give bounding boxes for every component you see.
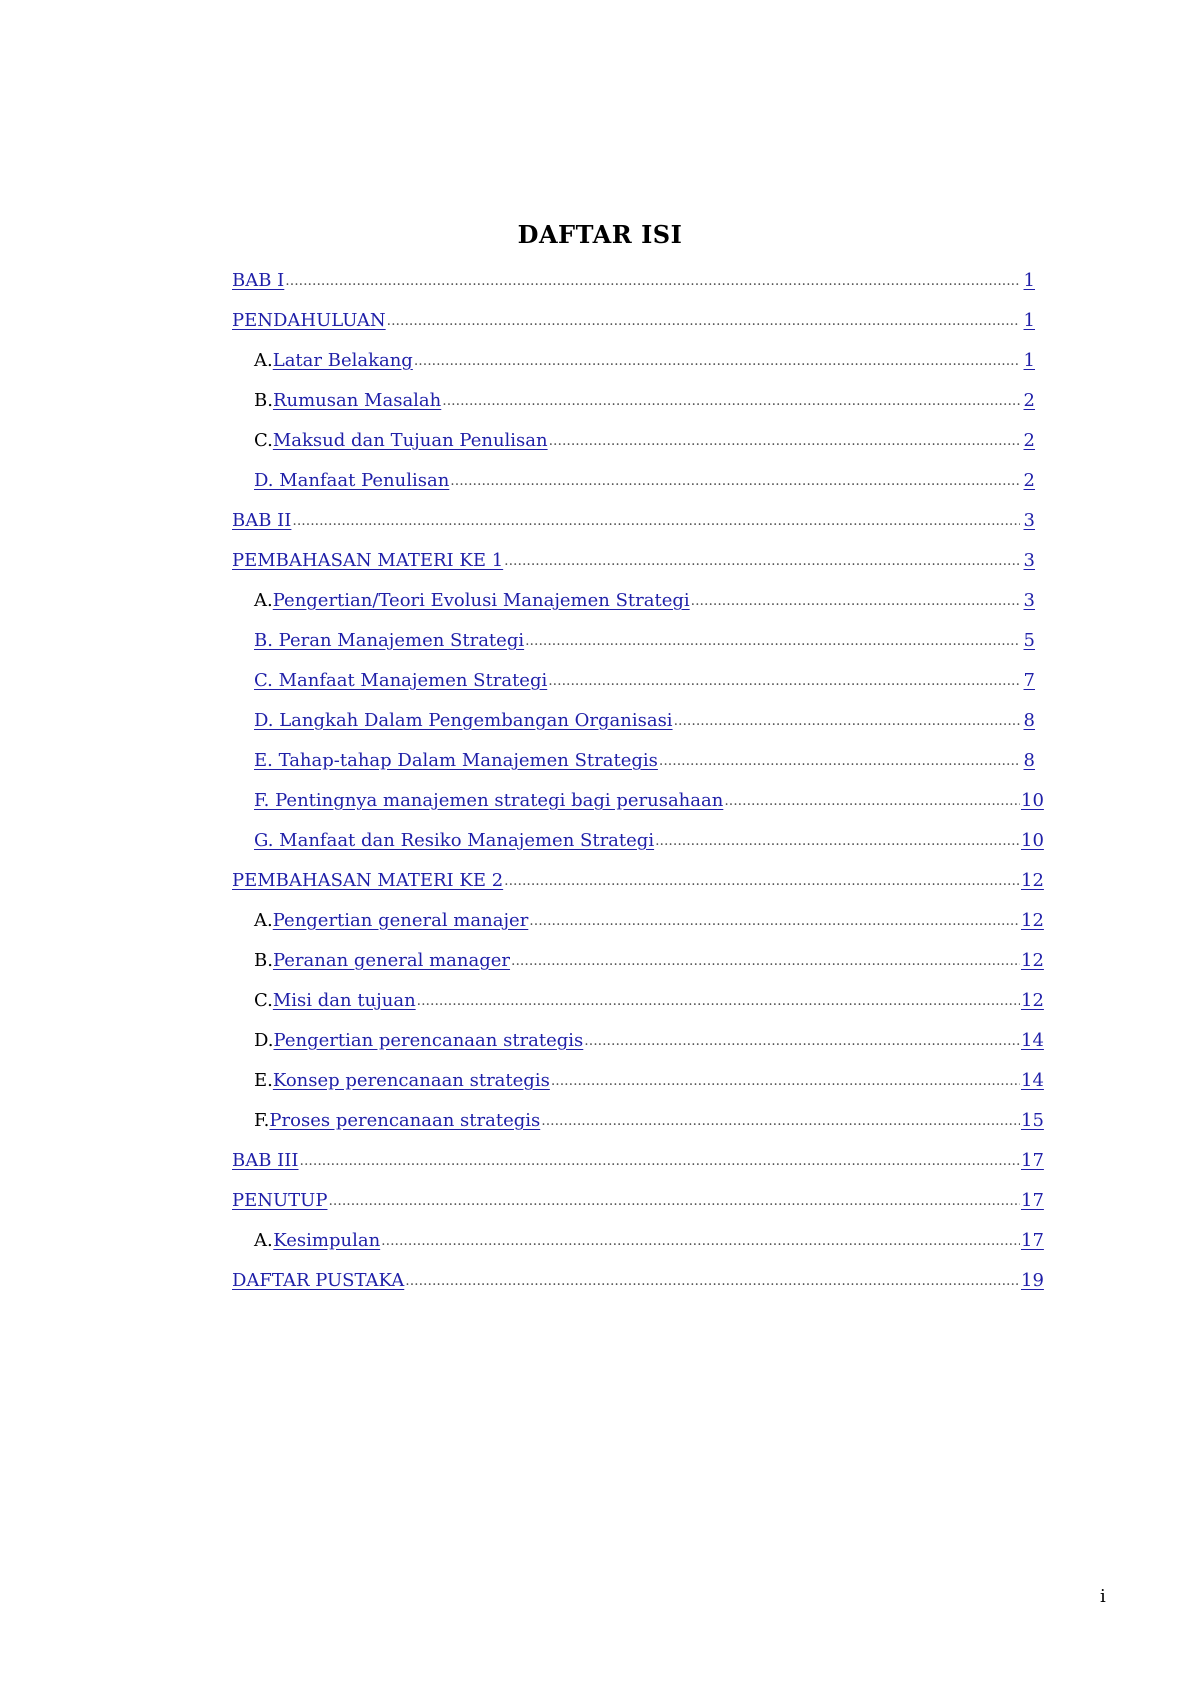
toc-page-link[interactable]: 15 [1021, 1110, 1044, 1131]
toc-dot-leader [292, 510, 1020, 532]
table-of-contents [232, 258, 1044, 1298]
toc-entry-link[interactable]: Kesimpulan [273, 1230, 381, 1251]
toc-entry-link[interactable]: D. Manfaat Penulisan [254, 470, 450, 491]
toc-entry[interactable] [232, 258, 1035, 298]
toc-entry-marker: E. [254, 1070, 273, 1091]
toc-entry-marker: A. [254, 910, 273, 931]
toc-entry-marker: A. [254, 350, 273, 371]
toc-dot-leader [548, 670, 1020, 692]
toc-page-link[interactable]: 1 [1023, 310, 1035, 331]
toc-dot-leader [584, 1030, 1020, 1052]
toc-dot-leader [659, 750, 1020, 772]
toc-page-link[interactable]: 10 [1021, 830, 1044, 851]
toc-entry-link[interactable]: BAB III [232, 1150, 299, 1171]
toc-page-link[interactable]: 5 [1023, 630, 1035, 651]
toc-dot-leader [674, 710, 1020, 732]
toc-dot-leader [549, 430, 1020, 452]
toc-entry-link[interactable]: DAFTAR PUSTAKA [232, 1270, 405, 1291]
toc-entry-marker: A. [254, 1230, 273, 1251]
toc-dot-leader [417, 990, 1020, 1012]
toc-dot-leader [450, 470, 1020, 492]
toc-entry[interactable] [232, 1098, 1044, 1138]
toc-dot-leader [300, 1150, 1020, 1172]
toc-entry-link[interactable]: Peranan general manager [272, 950, 511, 971]
toc-entry-marker: C. [254, 430, 273, 451]
toc-entry[interactable] [232, 1138, 1044, 1178]
toc-entry-link[interactable]: D. Langkah Dalam Pengembangan Organisasi [254, 710, 673, 731]
toc-page-link[interactable]: 17 [1021, 1230, 1044, 1251]
toc-entry-link[interactable]: Rumusan Masalah [272, 390, 442, 411]
toc-page-link[interactable]: 17 [1021, 1150, 1044, 1171]
toc-dot-leader [381, 1230, 1020, 1252]
toc-entry[interactable] [232, 378, 1035, 418]
toc-entry[interactable] [232, 498, 1035, 538]
page-number: i [1100, 1586, 1106, 1607]
toc-entry-link[interactable]: Pengertian perencanaan strategis [273, 1030, 584, 1051]
toc-entry[interactable] [232, 618, 1035, 658]
toc-entry[interactable] [232, 578, 1035, 618]
toc-entry-marker: B. [254, 950, 273, 971]
toc-page-link[interactable]: 12 [1021, 950, 1044, 971]
toc-dot-leader [504, 870, 1020, 892]
toc-page-link[interactable]: 8 [1023, 750, 1035, 771]
toc-entry[interactable] [232, 418, 1035, 458]
toc-entry[interactable] [232, 1258, 1044, 1298]
toc-entry-link[interactable]: Maksud dan Tujuan Penulisan [272, 430, 548, 451]
toc-dot-leader [525, 630, 1020, 652]
toc-entry[interactable] [232, 1218, 1044, 1258]
toc-entry-link[interactable]: Konsep perencanaan strategis [272, 1070, 550, 1091]
toc-entry-link[interactable]: BAB I [232, 270, 285, 291]
toc-entry-link[interactable]: Latar Belakang [272, 350, 413, 371]
toc-dot-leader [691, 590, 1020, 612]
toc-entry[interactable] [232, 1178, 1044, 1218]
toc-page-link[interactable]: 2 [1023, 390, 1035, 411]
toc-entry[interactable] [232, 818, 1044, 858]
toc-entry-marker: A. [254, 590, 273, 611]
toc-page-link[interactable]: 12 [1021, 910, 1044, 931]
toc-page-link[interactable]: 3 [1023, 590, 1035, 611]
toc-entry[interactable] [232, 338, 1035, 378]
toc-page-link[interactable]: 3 [1023, 550, 1035, 571]
toc-page-link[interactable]: 8 [1023, 710, 1035, 731]
toc-dot-leader [414, 350, 1020, 372]
toc-page-link[interactable]: 7 [1023, 670, 1035, 691]
toc-entry-link[interactable]: Proses perencanaan strategis [269, 1110, 541, 1131]
toc-entry[interactable] [232, 698, 1035, 738]
toc-entry[interactable] [232, 978, 1044, 1018]
toc-page-link[interactable]: 14 [1021, 1030, 1044, 1051]
toc-dot-leader [504, 550, 1020, 572]
toc-entry-link[interactable]: PEMBAHASAN MATERI KE 1 [232, 550, 504, 571]
toc-dot-leader [285, 270, 1020, 292]
toc-dot-leader [328, 1190, 1020, 1212]
toc-page-link[interactable]: 1 [1023, 350, 1035, 371]
toc-entry[interactable] [232, 898, 1044, 938]
toc-page-link[interactable]: 1 [1023, 270, 1035, 291]
toc-entry-marker: D. [254, 1030, 274, 1051]
toc-entry-link[interactable]: PENDAHULUAN [232, 310, 386, 331]
toc-page-link[interactable]: 12 [1021, 990, 1044, 1011]
toc-dot-leader [724, 790, 1020, 812]
toc-entry[interactable] [232, 778, 1044, 818]
toc-dot-leader [529, 910, 1020, 932]
toc-page-link[interactable]: 3 [1023, 510, 1035, 531]
toc-page-link[interactable]: 12 [1021, 870, 1044, 891]
toc-entry-marker: B. [254, 390, 273, 411]
toc-entry-marker: C. [254, 990, 273, 1011]
toc-page-link[interactable]: 19 [1021, 1270, 1044, 1291]
toc-dot-leader [405, 1270, 1020, 1292]
toc-dot-leader [442, 390, 1020, 412]
toc-entry[interactable] [232, 458, 1035, 498]
toc-entry-link[interactable]: F. Pentingnya manajemen strategi bagi perusahaan [254, 790, 724, 811]
toc-entry-link[interactable]: C. Manfaat Manajemen Strategi [254, 670, 548, 691]
toc-page-link[interactable]: 17 [1021, 1190, 1044, 1211]
toc-entry-link[interactable]: Misi dan tujuan [272, 990, 416, 1011]
toc-page-link[interactable]: 2 [1023, 470, 1035, 491]
toc-dot-leader [655, 830, 1020, 852]
toc-dot-leader [541, 1110, 1020, 1132]
toc-entry[interactable] [232, 658, 1035, 698]
toc-entry-link[interactable]: Pengertian general manajer [272, 910, 529, 931]
toc-page-link[interactable]: 10 [1021, 790, 1044, 811]
toc-dot-leader [551, 1070, 1020, 1092]
toc-entry[interactable] [232, 298, 1035, 338]
toc-page-link[interactable]: 14 [1021, 1070, 1044, 1091]
toc-entry[interactable] [232, 858, 1044, 898]
toc-entry[interactable] [232, 738, 1035, 778]
toc-entry[interactable] [232, 538, 1035, 578]
toc-entry[interactable] [232, 1058, 1044, 1098]
toc-entry-link[interactable]: PENUTUP [232, 1190, 328, 1211]
toc-entry[interactable] [232, 1018, 1044, 1058]
toc-entry-marker: F. [254, 1110, 270, 1131]
toc-entry-link[interactable]: BAB II [232, 510, 292, 531]
toc-dot-leader [511, 950, 1020, 972]
toc-entry[interactable] [232, 938, 1044, 978]
toc-entry-link[interactable]: G. Manfaat dan Resiko Manajemen Strategi [254, 830, 655, 851]
toc-entry-link[interactable]: E. Tahap-tahap Dalam Manajemen Strategis [254, 750, 658, 771]
toc-entry-link[interactable]: Pengertian/Teori Evolusi Manajemen Strategi [272, 590, 690, 611]
page-title: DAFTAR ISI [517, 220, 683, 249]
toc-page-link[interactable]: 2 [1023, 430, 1035, 451]
toc-dot-leader [387, 310, 1020, 332]
toc-entry-link[interactable]: B. Peran Manajemen Strategi [254, 630, 525, 651]
toc-entry-link[interactable]: PEMBAHASAN MATERI KE 2 [232, 870, 504, 891]
